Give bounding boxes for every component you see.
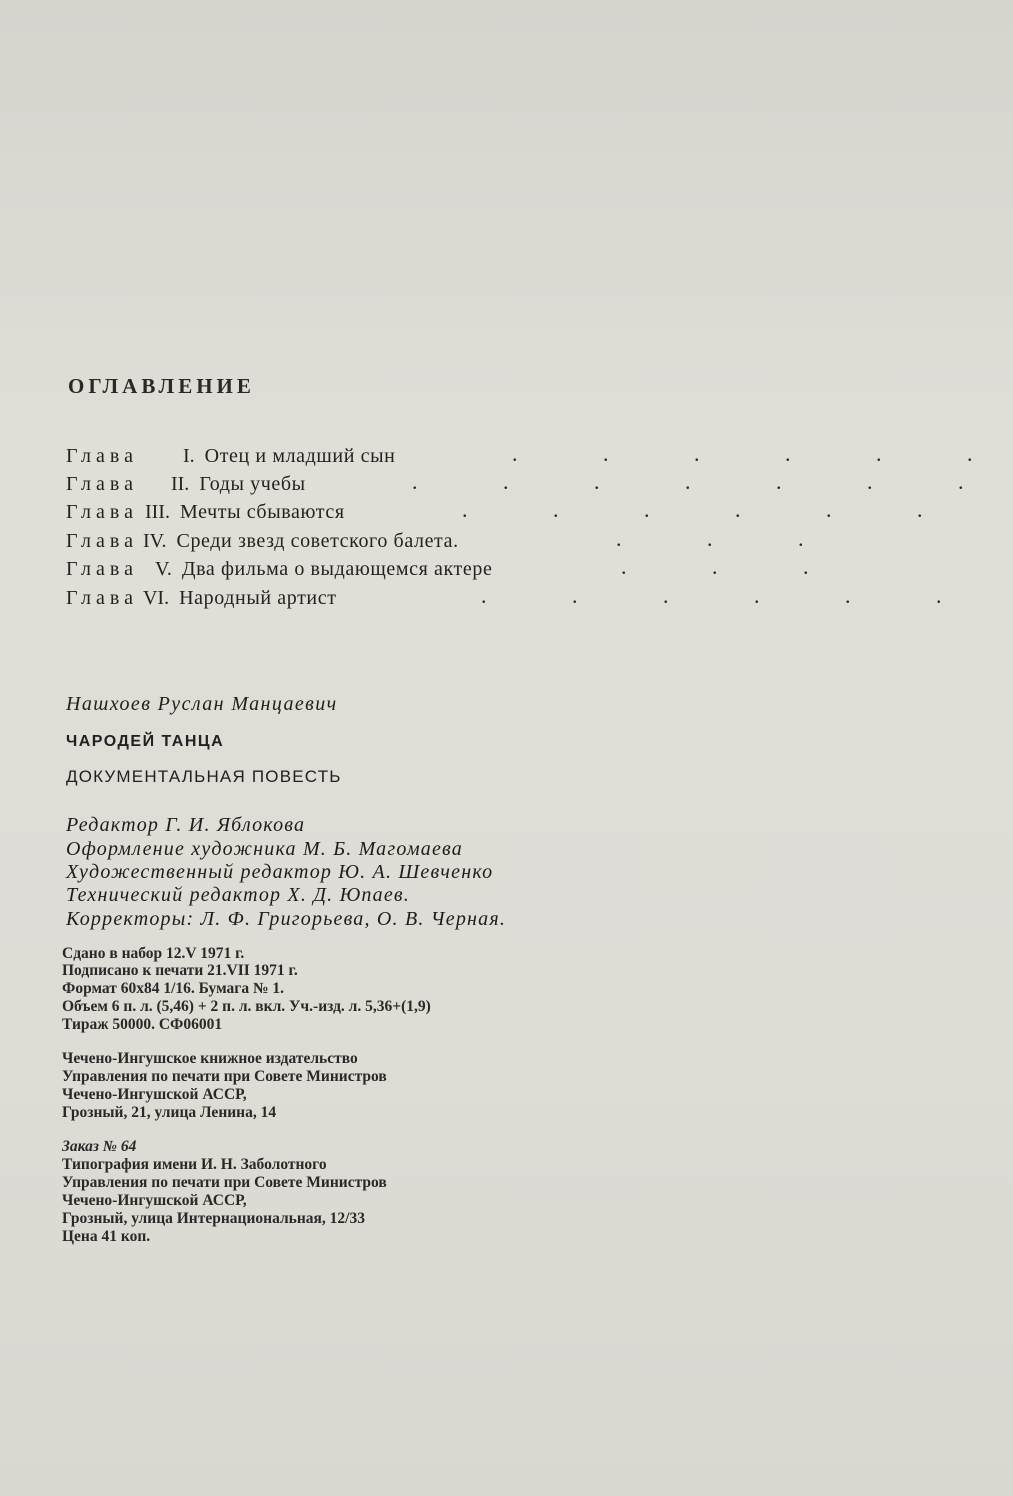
printing-line: Типография имени И. Н. Заболотного bbox=[62, 1156, 327, 1173]
publisher-line: Управления по печати при Совете Министров bbox=[62, 1068, 387, 1085]
publisher-line: Чечено-Ингушское книжное издательство bbox=[62, 1050, 358, 1067]
toc-entry-5 bbox=[66, 554, 849, 584]
printing-line: Управления по печати при Совете Министров bbox=[62, 1174, 387, 1191]
toc-entry-4 bbox=[66, 526, 844, 556]
toc-entry-6 bbox=[66, 583, 982, 613]
toc-entry-prefix: Глава bbox=[66, 530, 138, 552]
price-line: Цена 41 коп. bbox=[62, 1228, 151, 1245]
toc-entry-2 bbox=[66, 469, 1004, 499]
toc-entry-1 bbox=[66, 441, 1013, 471]
toc-entry-title: Отец и младший сын bbox=[204, 445, 396, 467]
toc-entry-number: V. bbox=[154, 558, 172, 580]
toc-entry-leader: . . . bbox=[621, 554, 849, 579]
toc-entry-title: Народный артист bbox=[179, 587, 337, 609]
printing-line: Грозный, улица Интернациональная, 12/33 bbox=[62, 1210, 365, 1227]
toc-entry-prefix: Глава bbox=[66, 587, 138, 609]
toc-heading: ОГЛАВЛЕНИЕ bbox=[68, 374, 255, 398]
print-info-line: Формат 60x84 1/16. Бумага № 1. bbox=[62, 980, 285, 997]
book-title: ЧАРОДЕЙ ТАНЦА bbox=[66, 733, 225, 750]
staff-line-tech-editor: Технический редактор Х. Д. Юпаев. bbox=[66, 884, 410, 906]
toc-entry-number: III. bbox=[144, 501, 170, 523]
toc-entry-title: Среди звезд советского балета. bbox=[176, 530, 459, 552]
print-info-line: Объем 6 п. л. (5,46) + 2 п. л. вкл. Уч.-изд. л. 5,36+(1,9) bbox=[62, 998, 431, 1015]
toc-entry-leader: . . . . . . bbox=[481, 583, 982, 608]
toc-entry-title: Годы учебы bbox=[199, 473, 306, 495]
toc-entry-prefix: Глава bbox=[66, 501, 138, 523]
toc-entry-number: VI. bbox=[142, 587, 170, 609]
staff-line-proofreaders: Корректоры: Л. Ф. Григорьева, О. В. Черная. bbox=[66, 908, 507, 930]
printing-line: Чечено-Ингушской АССР, bbox=[62, 1192, 247, 1209]
book-subtitle: ДОКУМЕНТАЛЬНАЯ ПОВЕСТЬ bbox=[66, 767, 342, 786]
publisher-line: Чечено-Ингушской АССР, bbox=[62, 1086, 247, 1103]
toc-entry-prefix: Глава bbox=[66, 445, 138, 467]
toc-entry-leader: . . . bbox=[616, 526, 844, 551]
print-info-line: Тираж 50000. СФ06001 bbox=[62, 1016, 223, 1033]
staff-line-design: Оформление художника М. Б. Магомаева bbox=[66, 838, 463, 860]
toc-entry-number: II. bbox=[170, 473, 190, 495]
toc-entry-number: I. bbox=[182, 445, 195, 467]
printing-order-line: Заказ № 64 bbox=[62, 1138, 137, 1155]
print-info-line: Подписано к печати 21.VII 1971 г. bbox=[62, 962, 298, 979]
staff-line-editor: Редактор Г. И. Яблокова bbox=[66, 814, 306, 836]
staff-line-art-editor: Художественный редактор Ю. А. Шевченко bbox=[66, 861, 494, 883]
author-name: Нашхоев Руслан Манцаевич bbox=[66, 693, 338, 715]
toc-entry-3 bbox=[66, 497, 963, 527]
toc-entry-title: Мечты сбываются bbox=[179, 501, 345, 523]
toc-entry-prefix: Глава bbox=[66, 473, 138, 495]
toc-entry-leader: . . . . . . bbox=[512, 441, 1013, 466]
toc-entry-prefix: Глава bbox=[66, 558, 138, 580]
toc-entry-leader: . . . . . . bbox=[462, 497, 963, 522]
toc-entry-title: Два фильма о выдающемся актере bbox=[181, 558, 493, 580]
toc-entry-number: IV. bbox=[142, 530, 167, 552]
toc-entry-leader: . . . . . . . bbox=[412, 469, 1004, 494]
publisher-line: Грозный, 21, улица Ленина, 14 bbox=[62, 1104, 277, 1121]
print-info-line: Сдано в набор 12.V 1971 г. bbox=[62, 945, 245, 962]
